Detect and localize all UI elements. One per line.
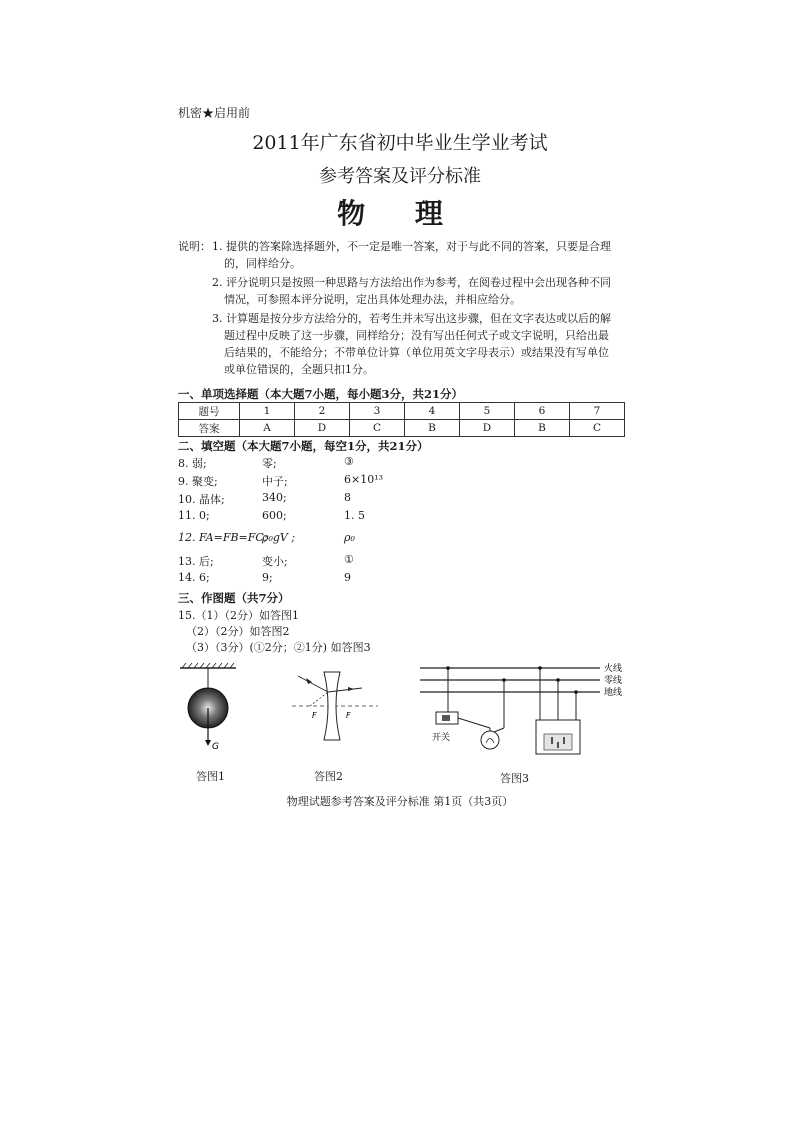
fill-row-10-a: 10. 晶体; bbox=[178, 493, 225, 506]
table-cell: D bbox=[295, 420, 350, 437]
table-header-answer: 答案 bbox=[179, 420, 240, 437]
instruction-item-3: 3. 计算题是按分步方法给分的，若考生并未写出这步骤，但在文字表达或以后的解题过程中反映了这一步骤，同样给分；没有写出任何式子或文字说明，只给出最后结果的，不能给分；不带单位计算（单位用英文字母表示）或结果没有写单位或单位错误的，全题只扣1分。 bbox=[212, 312, 611, 376]
table-cell: D bbox=[460, 420, 515, 437]
fill-row-14-b: 9; bbox=[262, 571, 273, 584]
section-2-title: 二、填空题（本大题7小题，每空1分，共21分） bbox=[178, 439, 429, 453]
choice-answer-table bbox=[178, 402, 625, 437]
table-cell: A bbox=[240, 420, 295, 437]
confidential-label: 机密★启用前 bbox=[178, 106, 251, 120]
focus-right-label: F bbox=[346, 711, 351, 720]
fill-row-9-c: 6×10¹³ bbox=[344, 473, 384, 486]
exam-title: 2011年广东省初中毕业生学业考试 bbox=[252, 132, 548, 154]
table-cell: B bbox=[515, 420, 570, 437]
table-header-number: 题号 bbox=[179, 403, 240, 420]
fill-row-10-b: 340; bbox=[262, 491, 287, 504]
instruction-item-2: 2. 评分说明只是按照一种思路与方法给出作为参考，在阅卷过程中会出现各种不同情况，可参照本评分说明，定出具体处理办法，并相应给分。 bbox=[212, 276, 611, 306]
instructions-label: 说明： bbox=[178, 240, 211, 253]
table-cell: C bbox=[570, 420, 625, 437]
table-cell: B bbox=[405, 420, 460, 437]
figure-3-caption: 答图3 bbox=[500, 772, 529, 785]
fill-row-8-c: ③ bbox=[344, 455, 354, 468]
gravity-label: G bbox=[212, 742, 219, 752]
fill-row-11-b: 600; bbox=[262, 509, 287, 522]
table-cell: 3 bbox=[350, 403, 405, 420]
fill-row-9-a: 9. 聚变; bbox=[178, 475, 218, 488]
drawing-item-2: （2）（2分）如答图2 bbox=[186, 625, 290, 638]
table-cell: 1 bbox=[240, 403, 295, 420]
page-footer: 物理试题参考答案及评分标准 第1页（共3页） bbox=[286, 795, 514, 808]
fill-row-14-c: 9 bbox=[344, 571, 351, 584]
table-cell: 5 bbox=[460, 403, 515, 420]
section-3-title: 三、作图题（共7分） bbox=[178, 591, 290, 605]
live-wire-label: 火线 bbox=[604, 664, 623, 674]
fill-row-8-b: 零; bbox=[262, 457, 277, 470]
switch-label: 开关 bbox=[432, 733, 451, 743]
figure-1-hanging-ball bbox=[172, 660, 252, 760]
fill-row-13-c: ① bbox=[344, 553, 354, 566]
table-cell: 4 bbox=[405, 403, 460, 420]
instructions bbox=[178, 238, 618, 380]
fill-row-8-a: 8. 弱; bbox=[178, 457, 207, 470]
table-cell: 6 bbox=[515, 403, 570, 420]
fill-row-11-c: 1. 5 bbox=[344, 509, 365, 522]
figure-2-caption: 答图2 bbox=[314, 770, 343, 783]
focus-left-label: F bbox=[312, 711, 317, 720]
exam-subtitle: 参考答案及评分标准 bbox=[319, 166, 481, 187]
drawing-item-3: （3）（3分）(①2分；②1分) 如答图3 bbox=[186, 641, 371, 654]
figure-3-household-circuit bbox=[418, 660, 628, 765]
fill-row-12-c: ρ₀ bbox=[344, 531, 355, 544]
fill-row-12-a: 12. FA=FB=FC; bbox=[178, 531, 268, 544]
figure-2-concave-lens bbox=[290, 668, 380, 748]
neutral-wire-label: 零线 bbox=[604, 676, 623, 686]
fill-row-13-b: 变小; bbox=[262, 555, 288, 568]
subject-title: 物 理 bbox=[337, 197, 463, 230]
fill-row-10-c: 8 bbox=[344, 491, 351, 504]
fill-row-13-a: 13. 后; bbox=[178, 555, 214, 568]
table-cell: 7 bbox=[570, 403, 625, 420]
fill-row-9-b: 中子; bbox=[262, 475, 288, 488]
table-row bbox=[179, 420, 625, 437]
table-cell: 2 bbox=[295, 403, 350, 420]
fill-row-11-a: 11. 0; bbox=[178, 509, 210, 522]
section-1-title: 一、单项选择题（本大题7小题，每小题3分，共21分） bbox=[178, 387, 464, 401]
figure-1-caption: 答图1 bbox=[196, 770, 225, 783]
ground-wire-label: 地线 bbox=[604, 688, 623, 698]
table-cell: C bbox=[350, 420, 405, 437]
table-row bbox=[179, 403, 625, 420]
fill-row-14-a: 14. 6; bbox=[178, 571, 210, 584]
fill-row-12-b: ρ₀gV ; bbox=[262, 531, 296, 544]
instruction-item-1: 1. 提供的答案除选择题外，不一定是唯一答案，对于与此不同的答案，只要是合理的，同样给分。 bbox=[212, 240, 611, 270]
drawing-item-1: 15.（1）（2分）如答图1 bbox=[178, 609, 299, 622]
